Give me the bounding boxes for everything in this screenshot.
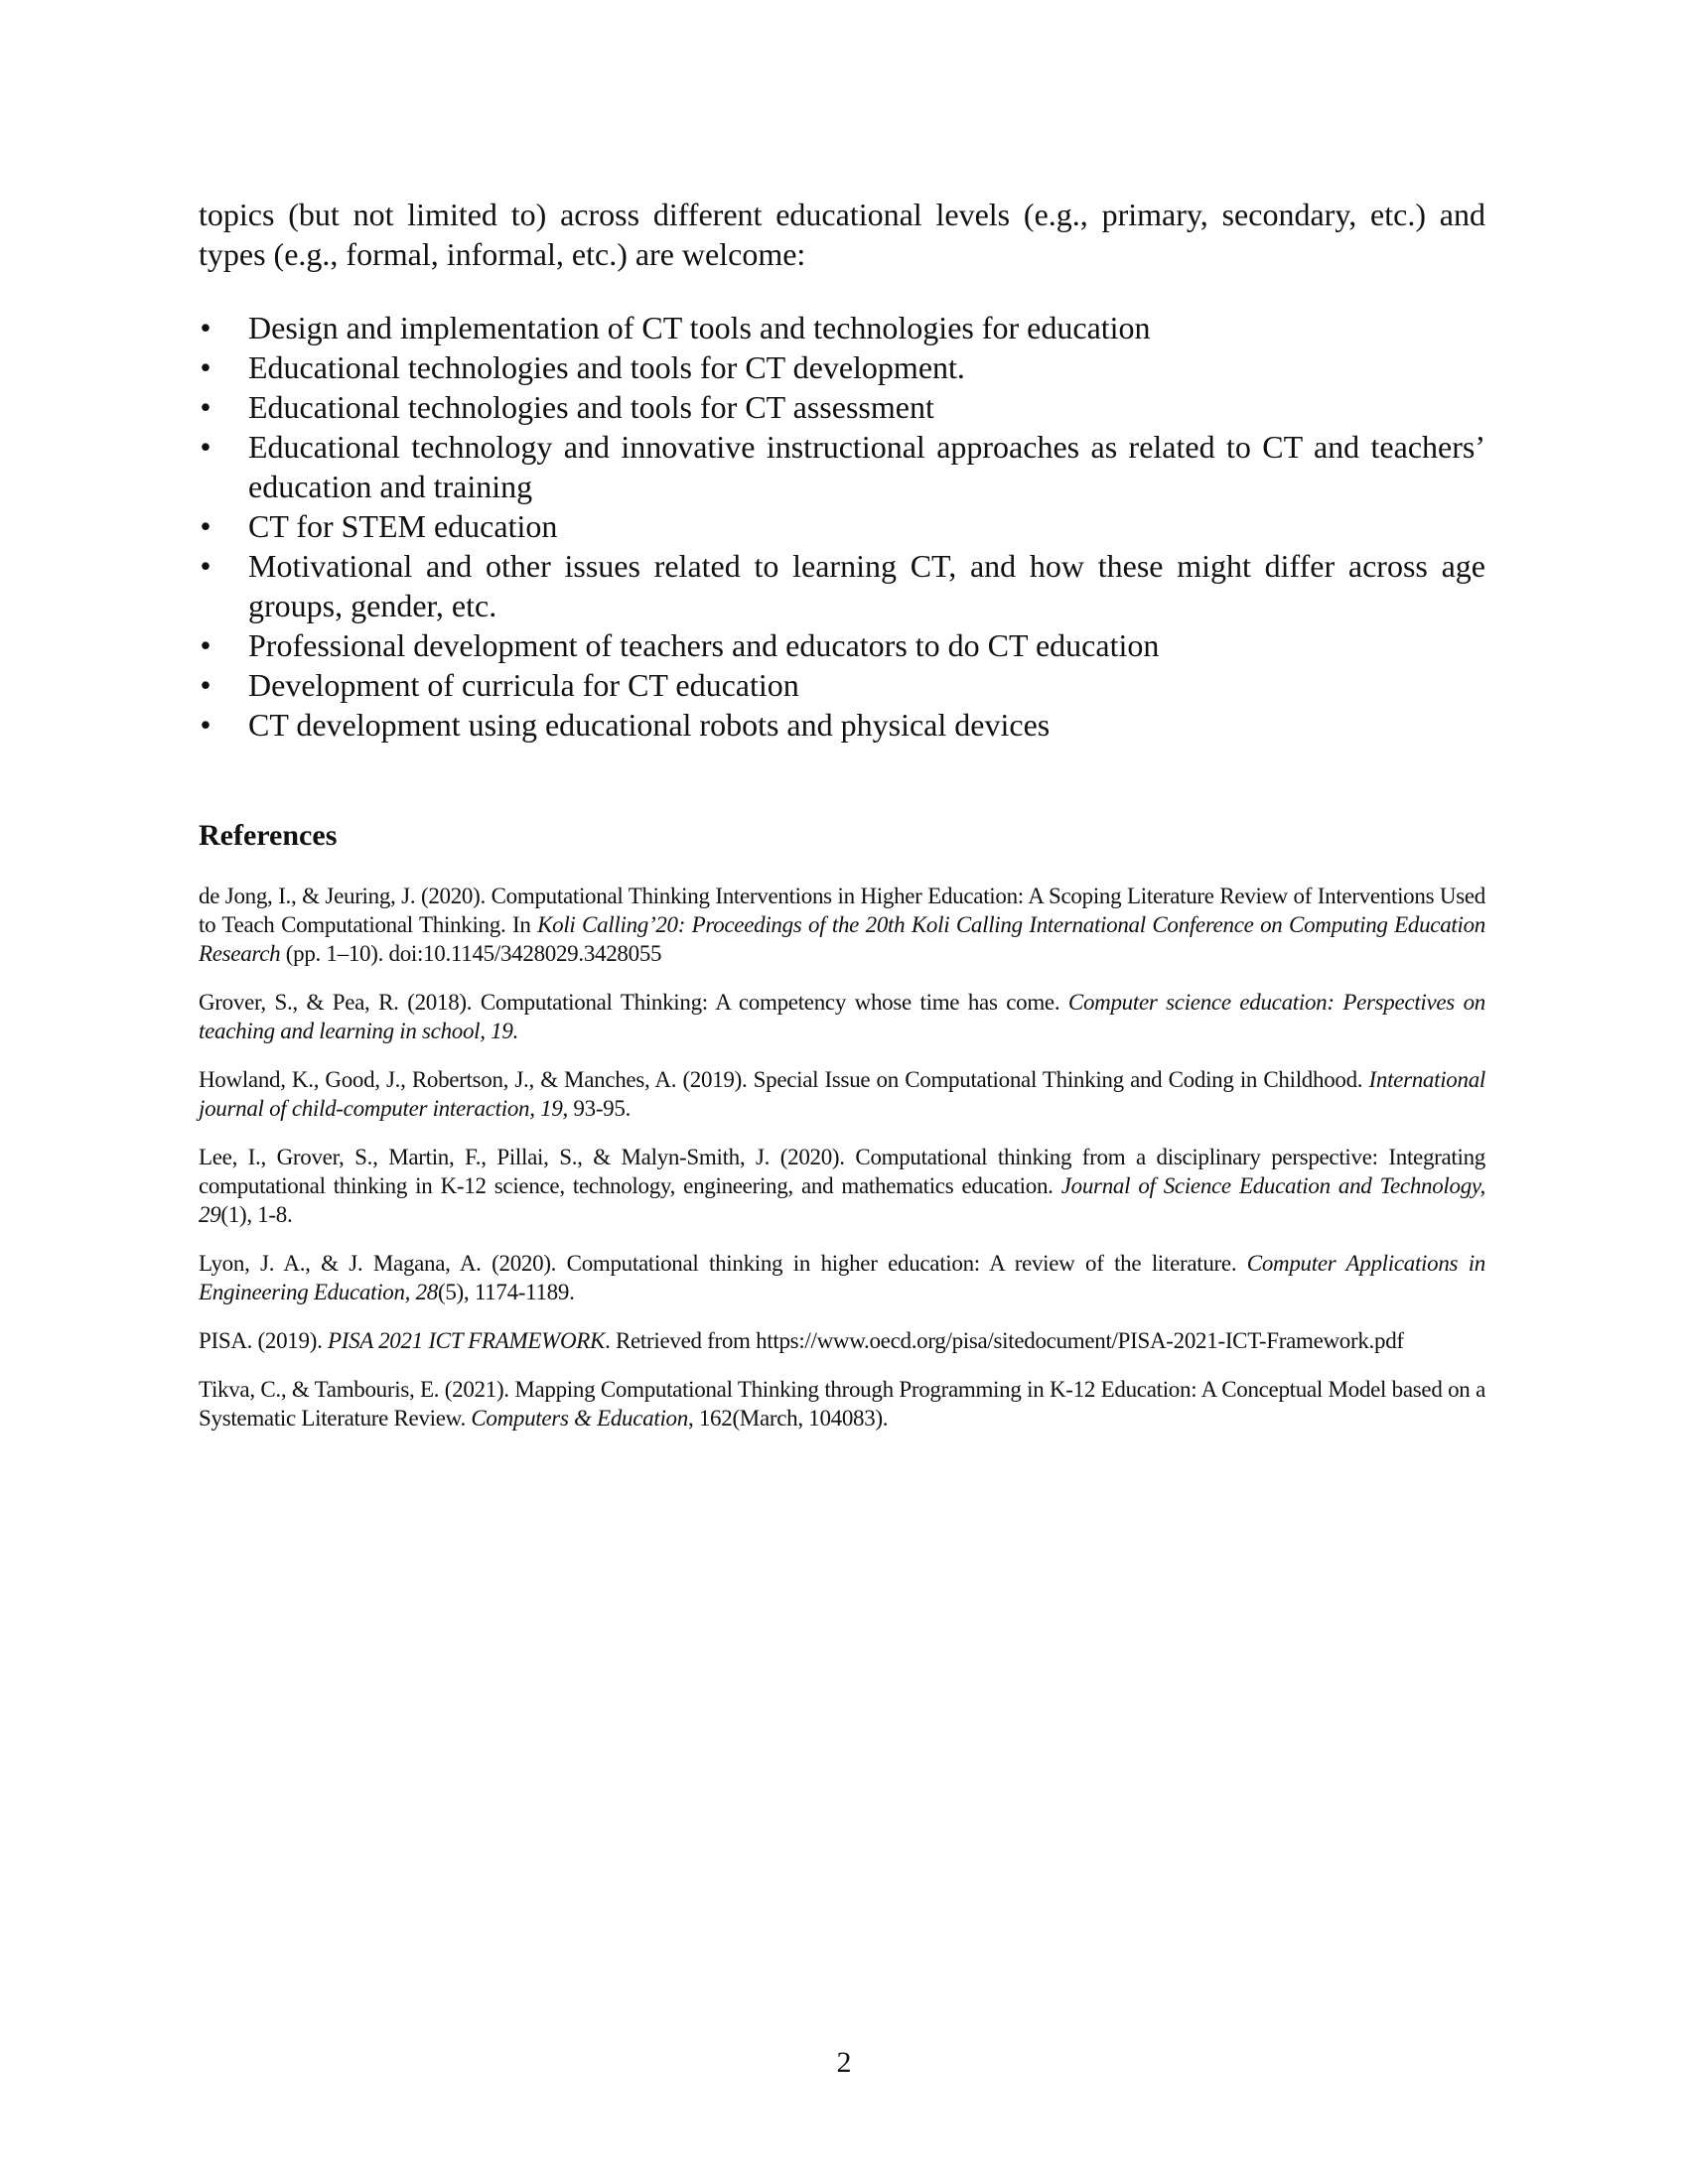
bullet-icon: •: [200, 707, 211, 743]
references-heading: References: [199, 819, 338, 852]
list-item: [199, 665, 1485, 705]
bullet-icon: •: [200, 667, 211, 703]
list-item: [199, 625, 1485, 665]
reference-text-tail: , 93-95.: [562, 1096, 632, 1121]
list-item-text: Educational technology and innovative instructional approaches as related to CT and teachers’ education and training: [248, 429, 1485, 504]
list-item-text: Development of curricula for CT education: [248, 667, 799, 703]
reference-entry: [199, 1326, 1485, 1355]
list-item: [199, 308, 1485, 347]
reference-italic-title: Computers & Education: [471, 1406, 688, 1431]
intro-line-2: types (e.g., formal, informal, etc.) are welcome:: [199, 236, 806, 272]
reference-text: PISA. (2019).: [199, 1328, 328, 1353]
reference-italic-title: Journal of Science Education and Technology, 29: [199, 1173, 1485, 1227]
reference-italic-title: Computer science education: Perspectives on teaching and learning in school, 19.: [199, 990, 1485, 1043]
list-item-text: Professional development of teachers and educators to do CT education: [248, 627, 1160, 663]
reference-entry: [199, 1065, 1485, 1123]
list-item-text: CT development using educational robots and physical devices: [248, 707, 1051, 743]
reference-entry: [199, 1249, 1485, 1306]
bullet-icon: •: [200, 389, 211, 425]
reference-text: Grover, S., & Pea, R. (2018). Computational Thinking: A competency whose time has come.: [199, 990, 1068, 1015]
reference-text-tail: (pp. 1–10). doi:10.1145/3428029.3428055: [280, 941, 662, 966]
reference-text: Lee, I., Grover, S., Martin, F., Pillai, S., & Malyn-Smith, J. (2020). Computational thinking from a disciplinary perspective: Integrating computational thinking in K-12 science, technology, engineering, and mathematics education.: [199, 1145, 1485, 1198]
reference-italic-title: PISA 2021 ICT FRAMEWORK: [327, 1328, 606, 1353]
list-item: [199, 506, 1485, 546]
bullet-icon: •: [200, 548, 211, 584]
page-number: 2: [836, 2046, 852, 2079]
reference-text: Lyon, J. A., & J. Magana, A. (2020). Computational thinking in higher education: A review of the literature.: [199, 1251, 1247, 1276]
reference-text: de Jong, I., & Jeuring, J. (2020). Computational Thinking Interventions in Higher Education: A Scoping Literature Review of Interventions Used to Teach Computational Thinking. In: [199, 884, 1485, 937]
bullet-icon: •: [200, 310, 211, 345]
list-item-text: Motivational and other issues related to learning CT, and how these might differ across age groups, gender, etc.: [248, 548, 1485, 623]
list-item: [199, 427, 1485, 506]
list-item: [199, 705, 1485, 745]
references-list: [199, 882, 1485, 1433]
intro-line-1: topics (but not limited to) across different educational levels (e.g., primary, secondary, etc.) and: [199, 197, 1485, 232]
list-item-text: Educational technologies and tools for CT assessment: [248, 389, 934, 425]
list-item-text: Educational technologies and tools for CT development.: [248, 349, 965, 385]
page-content: [199, 195, 1485, 1452]
reference-italic-title: International journal of child-computer interaction, 19: [199, 1067, 1485, 1121]
reference-text-tail: (1), 1-8.: [220, 1202, 293, 1227]
list-item-text: CT for STEM education: [248, 508, 558, 544]
bullet-icon: •: [200, 349, 211, 385]
intro-paragraph: [199, 195, 1485, 274]
reference-text: Tikva, C., & Tambouris, E. (2021). Mapping Computational Thinking through Programming in K-12 Education: A Conceptual Model based on a Systematic Literature Review.: [199, 1377, 1485, 1431]
reference-entry: [199, 882, 1485, 968]
reference-text-tail: . Retrieved from https://www.oecd.org/pisa/sitedocument/PISA-2021-ICT-Framework.pdf: [605, 1328, 1404, 1353]
list-item: [199, 546, 1485, 625]
bullet-icon: •: [200, 508, 211, 544]
bullet-icon: •: [200, 429, 211, 465]
list-item: [199, 347, 1485, 387]
reference-entry: [199, 1143, 1485, 1229]
reference-text-tail: (5), 1174-1189.: [438, 1280, 575, 1304]
reference-text-tail: , 162(March, 104083).: [687, 1406, 889, 1431]
reference-text: Howland, K., Good, J., Robertson, J., & Manches, A. (2019). Special Issue on Computational Thinking and Coding in Childhood.: [199, 1067, 1369, 1092]
list-item: [199, 387, 1485, 427]
reference-italic-title: Computer Applications in Engineering Education, 28: [199, 1251, 1485, 1304]
bullet-icon: •: [200, 627, 211, 663]
reference-italic-title: Koli Calling’20: Proceedings of the 20th Koli Calling International Conference on Computing Education Research: [199, 912, 1485, 966]
topics-bullet-list: [199, 308, 1485, 745]
list-item-text: Design and implementation of CT tools and technologies for education: [248, 310, 1151, 345]
reference-entry: [199, 988, 1485, 1045]
reference-entry: [199, 1375, 1485, 1433]
